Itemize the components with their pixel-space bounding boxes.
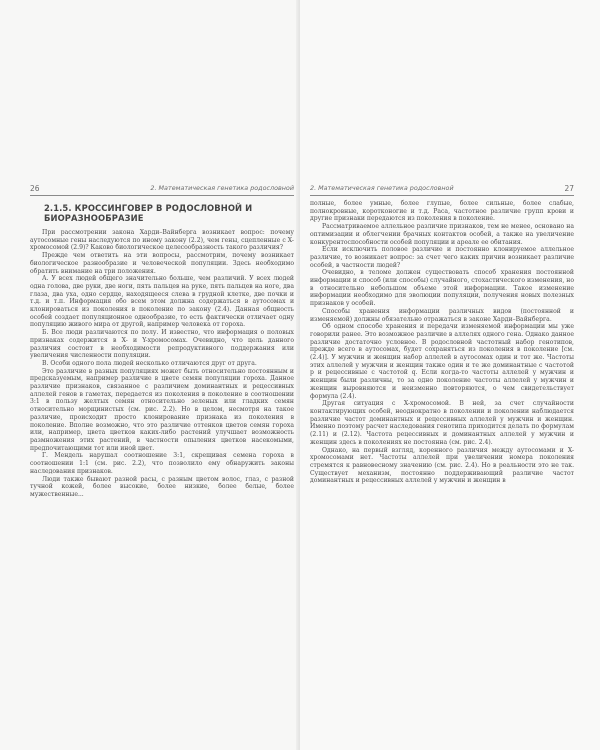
left-body-text: [30, 200, 294, 726]
list-item: В. Особи одного пола людей несколько отличаются друг от друга.: [42, 359, 257, 367]
paragraph: Люди также бывают разной расы, с разным цветом волос, глаз, с разной тучной кожей, более высокие, более низкие, более белые, более мужественные...: [30, 475, 294, 498]
paragraph: Способы хранения информации различных видов (постоянной и изменяемой) должны обязательно отражаться в законе Харди–Вайнберга.: [310, 307, 574, 323]
paragraph: Прежде чем ответить на эти вопросы, рассмотрим, почему возникает биологическое разнообразие и человеческой популяции. Здесь необходимо обратить внимание на три положения.: [30, 252, 294, 275]
left-running-head: [30, 184, 294, 196]
paragraph: Однако, на первый взгляд, коренного различия между аутосомами и X-хромосомами нет. Частоты аллелей при увеличении номера поколения стремятся к равновесному значению (см. рис. 2.4). Но в реальности это не так. Существует механизм, постоянно поддерживающий различие частот доминантных и рецессивных аллелей у мужчин и женщин в: [310, 446, 574, 485]
paragraph: Очевидно, в теломе должен существовать способ хранения постоянной информации и способ (или способы) случайного, стохастического изменения, но в относительно небольшом объеме этой информации. Такое изменение информации необходимо для эволюции популяции, получения новых полезных признаков у особей.: [310, 269, 574, 308]
paragraph: Об одном способе хранения и передачи изменяемой информации мы уже говорили ранее. Это возможное различие в аллелях одного гена. Однако данное различие достаточно условное. В родословной частотный набор генотипов, прежде всего в аутосомах, будет сохраняться из поколения в поколение [см. (2.4)]. У мужчин и женщин набор аллелей в аутосомах один и тот же. Частоты этих аллелей у мужчин и женщин также один и те же доминантные с частотой p и рецессивные с частотой q. Если когда-то частоты аллелей у мужчин и женщин были различны, то за одно поколение частоты аллелей у мужчин и женщин выровняются и неизменно повторяются, о чем свидетельствует формула (2.4).: [310, 323, 574, 400]
right-running-head-text: 2. Математическая генетика родословной: [310, 184, 454, 192]
right-page-number: 27: [564, 184, 574, 193]
list-item: А. У всех людей общего значительно больше, чем различий. У всех людей одна голова, две руки, две ноги, пять пальцев на руке, пять пальцев на ноге, два глаза, два уха, одно сердце, находящееся слева в грудной клетке, две почки и т.д. и т.п. Информация обо всем этом должна содержаться в аутосомах и клонироваться из поколения в поколение по закону (2.4). Данная общность особей создает популяционное однообразие, то есть фактически отличает одну популяцию живого мира от другой, например человека от гороха.: [30, 275, 294, 329]
paragraph: Это различие в разных популяциях может быть относительно постоянным и предсказуемым, например различие в цвете семян популяции гороха. Данное различие признаков, связанное с различием доминантных и рецессивных аллелей генов в гаметах, передается из поколения в поколение в соотношении 3:1 в пользу желтых семян относительно зеленых или гладких семян относительно морщинистых (см. рис. 2.2). Но в целом, несмотря на такое различие, происходит просто клонирование признака из поколения в поколение. Вполне возможно, что это различие оттенков цветов семян гороха или, например, цвета цветков каких-либо растений улучшает возможность размножения этих растений, в частности опыления цветков насекомыми, предпочитающими тот или иной цвет.: [30, 367, 294, 452]
paragraph: При рассмотрении закона Харди–Вайнберга возникает вопрос: почему аутосомные гены наследуются по иному закону (2.2), чем гены, сцепленные с X-хромосомой (2.9)? Каково биологическое целесообразность такого различия?: [30, 229, 294, 252]
right-page: [300, 0, 600, 750]
left-running-head-text: 2. Математическая генетика родословной: [150, 184, 294, 192]
list-item: Б. Все люди различаются по полу. И известно, что информация о половых признаках содержится в X- и Y-хромосомах. Очевидно, что цель данного различия состоит в необходимости репродуктивного поддержания или увеличения численности популяции.: [30, 329, 294, 360]
paragraph: Рассматриваемое аллельное различие признаков, тем не менее, основано на оптимизации и облегчении брачных контактов особей, а также на увеличение конкурентоспособности особей популяции и ареале ее обитания.: [310, 223, 574, 246]
paragraph: Если исключить половое различие и постоянно клонируемое аллельное различие, то возникает вопрос: за счет чего каких причин возникает различие особей, в частности людей?: [310, 246, 574, 269]
section-title: 2.1.5. КРОССИНГОВЕР В РОДОСЛОВНОЙ И БИОРАЗНООБРАЗИЕ: [44, 203, 253, 223]
paragraph: полные, более умные, более глупые, более сильные, более слабые, полнокровные, коротконогие и т.д. Раса, частотное различие групп крови и другие признаки передаются из поколения в поколение.: [310, 200, 574, 223]
paragraph: Другая ситуация с X-хромосомой. В ней, за счет случайности контактирующих особей, неоднократно в поколении и поколении наблюдается различие частот доминантных и рецессивных аллелей у мужчин и женщин. Именно поэтому расчет наследования генотипа приходится делать по формулам (2.11) и (2.12). Частота рецессивных и доминантных аллелей у мужчин и женщин здесь в поколениях не постоянна (см. рис. 2.4).: [310, 400, 574, 446]
right-body-text: [310, 200, 574, 726]
left-page-number: 26: [30, 184, 40, 193]
paragraph: Г. Мендель нарушал соотношение 3:1, скрещивая семена гороха в соотношении 1:1 (см. рис. 2.2), что позволило ему обнаружить законы наследования признаков.: [30, 452, 294, 475]
right-running-head: [310, 184, 574, 196]
